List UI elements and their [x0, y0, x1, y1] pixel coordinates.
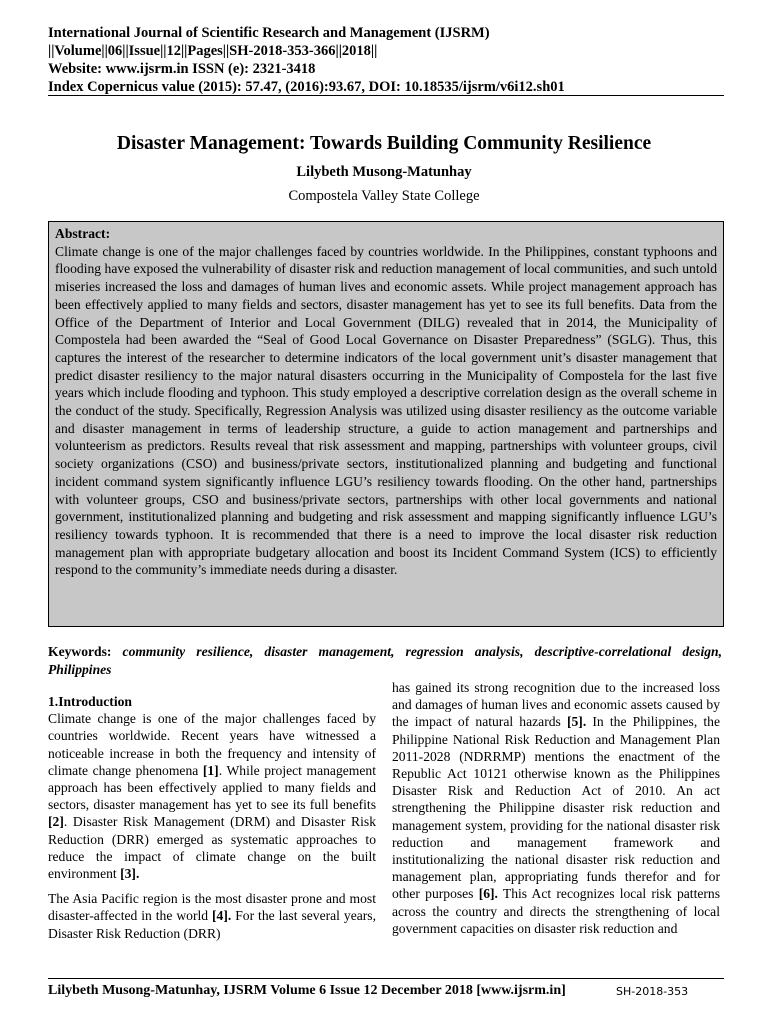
keywords-list: community resilience, disaster management, regression analysis, descriptive-correlational design, Philippines	[48, 644, 722, 677]
intro-paragraph-2: The Asia Pacific region is the most disaster prone and most disaster-affected in the world [4]. For the last several years, Disaster Risk Reduction (DRR)	[48, 891, 376, 941]
citation-ref: [1]	[202, 762, 219, 778]
intro-paragraph-1: Climate change is one of the major challenges faced by countries worldwide. Recent years have witnessed a noticeable increase in both the frequency and intensity of climate change phenomena [1]. While project management approach has been effectively applied to many fields and sectors, disaster management has yet to see its full benefits [2]. Disaster Risk Management (DRM) and Disaster Risk Reduction (DRR) emerged as systematic approaches to reduce the impact of climate change on the built environment [3].	[48, 711, 376, 882]
footer-divider	[48, 978, 724, 979]
footer-citation: Lilybeth Musong-Matunhay, IJSRM Volume 6 Issue 12 December 2018 [www.ijsrm.in]	[48, 983, 566, 998]
abstract-heading: Abstract:	[55, 226, 111, 241]
journal-name: International Journal of Scientific Research and Management (IJSRM)	[48, 25, 490, 41]
keywords	[48, 643, 722, 679]
keywords-label: Keywords:	[48, 644, 112, 659]
intro-paragraph-3: has gained its strong recognition due to the increased loss and damages of human lives and economic assets caused by the impact of natural hazards [5]. In the Philippines, the Philippine National Risk Reduction and Management Plan 2011-2028 (NDRRMP) mentions the enactment of the Republic Act 10121 otherwise known as the Philippines Disaster Risk and Reduction Act of 2010. An act strengthening the Philippine disaster risk reduction and management system, providing for the national disaster risk reduction and management framework and institutionalizing the national disaster risk reduction and management plan, appropriating funds therefor and for other purposes [6]. This Act recognizes local risk patterns across the country and directs the strengthening of local government capacities on disaster risk reduction and	[392, 680, 720, 936]
citation-ref: [6].	[478, 886, 498, 902]
author-name: Lilybeth Musong-Matunhay	[296, 164, 472, 180]
abstract-box	[48, 221, 724, 627]
abstract-body: Climate change is one of the major challenges faced by countries worldwide. In the Philippines, constant typhoons and flooding have exposed the vulnerability of disaster risk and reduction management of local communities, and such untold miseries increased the loss and damages of human lives and economic assets. While project management approach has been effectively applied to many fields and sectors, disaster management has yet to see its full benefits. Data from the Office of the Department of Interior and Local Government (DILG) revealed that in 2014, the Municipality of Compostela had been awarded the “Seal of Good Local Governance on Disaster Preparedness” (SGLG). Thus, this captures the interest of the researcher to determine indicators of the local government unit’s disaster management that predict disaster resiliency to the major natural disasters occurring in the Municipality of Compostela for the last five years which include flooding and typhoon. This study employed a descriptive correlation design as the overall scheme in the conduct of the study. Specifically, Regression Analysis was utilized using disaster resiliency as the outcome variable and disaster management in terms of leadership structure, a guide to action management and partnerships and volunteerism as predictors. Results reveal that risk assessment and mapping, partnerships with volunteer groups, civil society organizations (CSO) and business/private sectors, institutionalized planning and budgeting and functional incident command system significantly influence LGU’s resiliency towards flooding. On the other hand, partnerships with volunteer groups, CSO and business/private sectors, partnerships with other local governments and national government, institutionalized planning and budgeting and risk assessment and mapping significantly influence LGU’s resiliency towards typhoon. It is recommended that there is a need to improve the local disaster risk reduction management plan with appropriate budgetary allocation and boost its Incident Command System (ICS) to efficiently respond to the community’s immediate needs during a disaster.	[55, 243, 717, 578]
author-affiliation: Compostela Valley State College	[288, 188, 480, 204]
citation-ref: [3].	[120, 866, 140, 882]
journal-index-doi: Index Copernicus value (2015): 57.47, (2016):93.67, DOI: 10.18535/ijsrm/v6i12.sh01	[48, 79, 565, 95]
citation-ref: [2]	[48, 814, 64, 830]
footer-page-code: SH-2018-353	[616, 985, 689, 998]
left-column	[48, 693, 376, 950]
section-heading-introduction: 1.Introduction	[48, 694, 132, 709]
citation-ref: [5].	[566, 714, 587, 730]
right-column	[392, 679, 720, 945]
header-divider	[48, 95, 724, 96]
citation-ref: [4].	[212, 908, 232, 924]
journal-header	[48, 24, 728, 96]
journal-volume-info: ||Volume||06||Issue||12||Pages||SH-2018-353-366||2018||	[48, 43, 378, 59]
paper-title: Disaster Management: Towards Building Community Resilience	[116, 133, 652, 154]
journal-website-issn: Website: www.ijsrm.in ISSN (e): 2321-3418	[48, 61, 316, 77]
